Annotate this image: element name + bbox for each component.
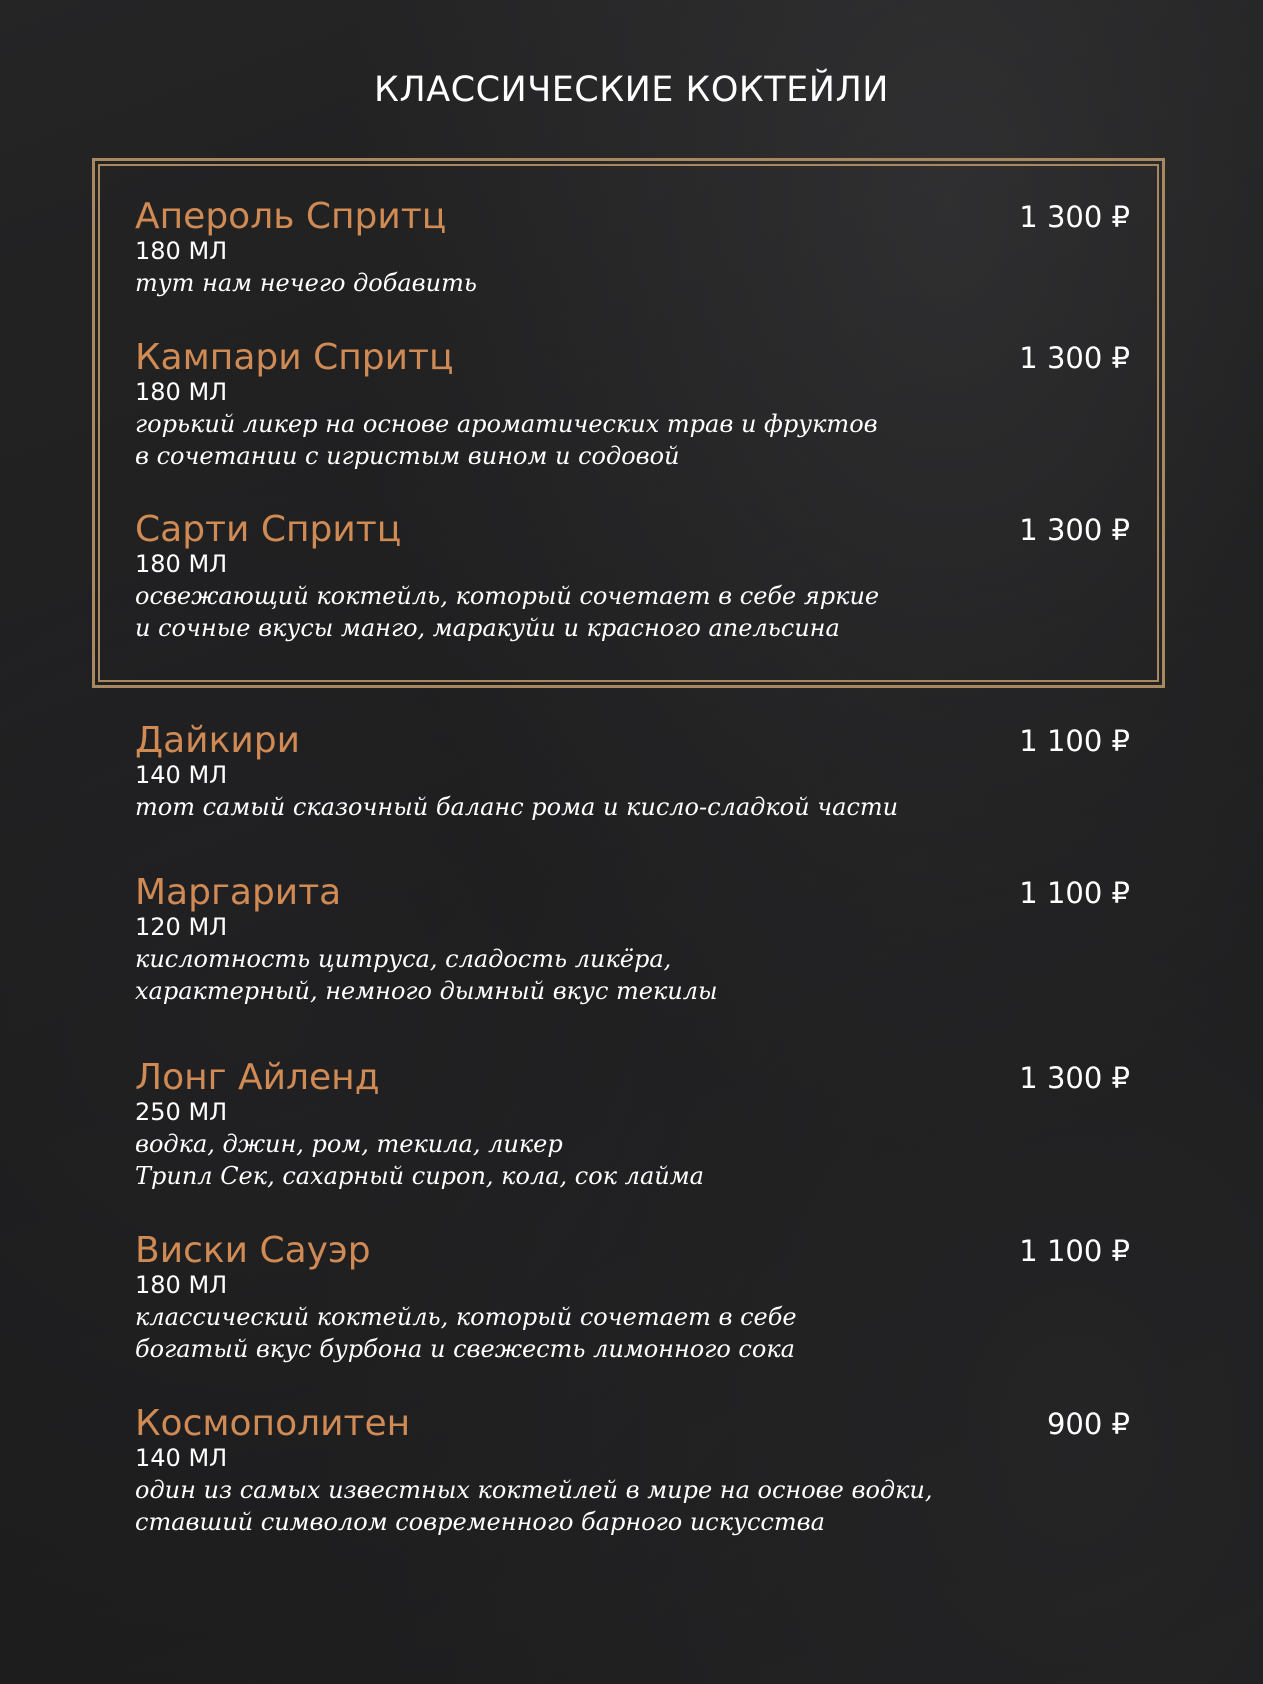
- item-price: 1 100 ₽: [1019, 1234, 1130, 1268]
- item-description-line: Трипл Сек, сахарный сироп, кола, сок лайма: [135, 1162, 704, 1190]
- item-price: 1 300 ₽: [1019, 200, 1130, 234]
- item-description: [135, 1301, 1130, 1365]
- item-description-line: один из самых известных коктейлей в мире на основе водки,: [135, 1476, 933, 1504]
- item-description-line: ставший символом современного барного искусства: [135, 1508, 825, 1536]
- item-price: 1 100 ₽: [1019, 876, 1130, 910]
- item-volume: 140 МЛ: [135, 1444, 228, 1472]
- item-description-line: тут нам нечего добавить: [135, 269, 477, 297]
- item-description-line: кислотность цитруса, сладость ликёра,: [135, 945, 672, 973]
- menu-item-campari-spritz: [135, 337, 1130, 472]
- item-price: 1 100 ₽: [1019, 724, 1130, 758]
- item-description: [135, 1128, 1130, 1192]
- item-description: [135, 267, 1130, 299]
- item-volume: 180 МЛ: [135, 550, 228, 578]
- menu-item-sarti-spritz: [135, 509, 1130, 644]
- item-name: Космополитен: [135, 1403, 411, 1444]
- item-name: Лонг Айленд: [135, 1057, 380, 1098]
- item-name: Маргарита: [135, 872, 342, 913]
- item-volume: 120 МЛ: [135, 913, 228, 941]
- item-description: [135, 580, 1130, 644]
- item-name: Дайкири: [135, 720, 300, 761]
- item-description: [135, 791, 1130, 823]
- page-title: КЛАССИЧЕСКИЕ КОКТЕЙЛИ: [374, 70, 889, 110]
- item-description: [135, 943, 1130, 1007]
- menu-item-margarita: [135, 872, 1130, 1007]
- item-name: Апероль Спритц: [135, 196, 447, 237]
- item-description-line: и сочные вкусы манго, маракуйи и красного апельсина: [135, 614, 840, 642]
- item-name: Кампари Спритц: [135, 337, 454, 378]
- menu-item-long-island: [135, 1057, 1130, 1192]
- item-volume: 140 МЛ: [135, 761, 228, 789]
- item-description: [135, 1474, 1130, 1538]
- item-description-line: тот самый сказочный баланс рома и кисло-сладкой части: [135, 793, 899, 821]
- item-description-line: характерный, немного дымный вкус текилы: [135, 977, 718, 1005]
- item-description-line: в сочетании с игристым вином и содовой: [135, 442, 680, 470]
- item-description: [135, 408, 1130, 472]
- item-name: Виски Сауэр: [135, 1230, 371, 1271]
- menu-item-daiquiri: [135, 720, 1130, 823]
- item-name: Сарти Спритц: [135, 509, 402, 550]
- item-price: 1 300 ₽: [1019, 341, 1130, 375]
- item-description-line: горький ликер на основе ароматических трав и фруктов: [135, 410, 878, 438]
- menu-item-whiskey-sour: [135, 1230, 1130, 1365]
- menu-item-aperol-spritz: [135, 196, 1130, 299]
- item-description-line: классический коктейль, который сочетает в себе: [135, 1303, 797, 1331]
- item-price: 1 300 ₽: [1019, 1061, 1130, 1095]
- item-volume: 250 МЛ: [135, 1098, 228, 1126]
- item-description-line: освежающий коктейль, который сочетает в себе яркие: [135, 582, 880, 610]
- item-volume: 180 МЛ: [135, 1271, 228, 1299]
- item-volume: 180 МЛ: [135, 378, 228, 406]
- item-description-line: водка, джин, ром, текила, ликер: [135, 1130, 563, 1158]
- item-price: 900 ₽: [1046, 1407, 1130, 1441]
- item-description-line: богатый вкус бурбона и свежесть лимонного сока: [135, 1335, 795, 1363]
- menu-item-cosmopolitan: [135, 1403, 1130, 1538]
- item-volume: 180 МЛ: [135, 237, 228, 265]
- item-price: 1 300 ₽: [1019, 513, 1130, 547]
